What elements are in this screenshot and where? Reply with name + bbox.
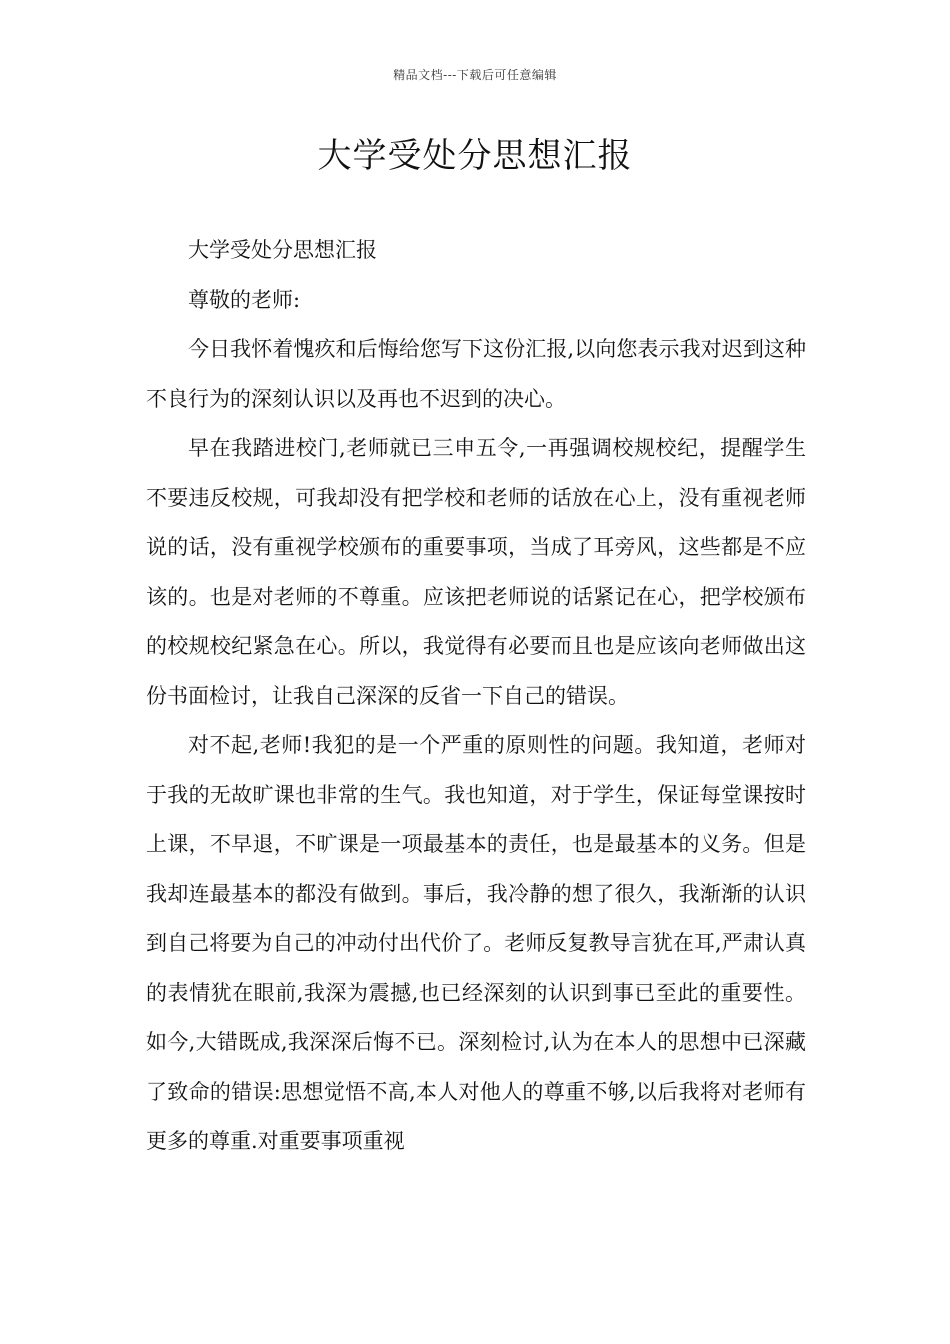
document-body — [146, 226, 806, 1167]
paragraph-apology: 对不起,老师!我犯的是一个严重的原则性的问题。我知道，老师对于我的无故旷课也非常的生气。我也知道，对于学生，保证每堂课按时上课，不早退，不旷课是一项最基本的责任，也是最基本的义务。但是我却连最基本的都没有做到。事后，我冷静的想了很久，我渐渐的认识到自己将要为自己的冲动付出代价了。老师反复教导言犹在耳,严肃认真的表情犹在眼前,我深为震撼,也已经深刻的认识到事已至此的重要性。如今,大错既成,我深深后悔不已。深刻检讨,认为在本人的思想中已深藏了致命的错误:思想觉悟不高,本人对他人的尊重不够,以后我将对老师有更多的尊重.对重要事项重视 — [146, 733, 806, 1153]
header-note: 精品文档---下载后可任意编辑 — [393, 68, 557, 82]
paragraph-school-rules: 早在我踏进校门,老师就已三申五令,一再强调校规校纪，提醒学生不要违反校规，可我却没有把学校和老师的话放在心上，没有重视老师说的话，没有重视学校颁布的重要事项，当成了耳旁风，这些都是不应该的。也是对老师的不尊重。应该把老师说的话紧记在心，把学校颁布的校规校纪紧急在心。所以，我觉得有必要而且也是应该向老师做出这份书面检讨，让我自己深深的反省一下自己的错误。 — [146, 436, 806, 708]
document-title: 大学受处分思想汇报 — [317, 136, 633, 176]
paragraph-intro: 今日我怀着愧疚和后悔给您写下这份汇报,以向您表示我对迟到这种不良行为的深刻认识以及再也不迟到的决心。 — [146, 337, 806, 411]
paragraph-subtitle: 大学受处分思想汇报 — [188, 238, 377, 262]
paragraph-salutation: 尊敬的老师: — [188, 287, 301, 312]
